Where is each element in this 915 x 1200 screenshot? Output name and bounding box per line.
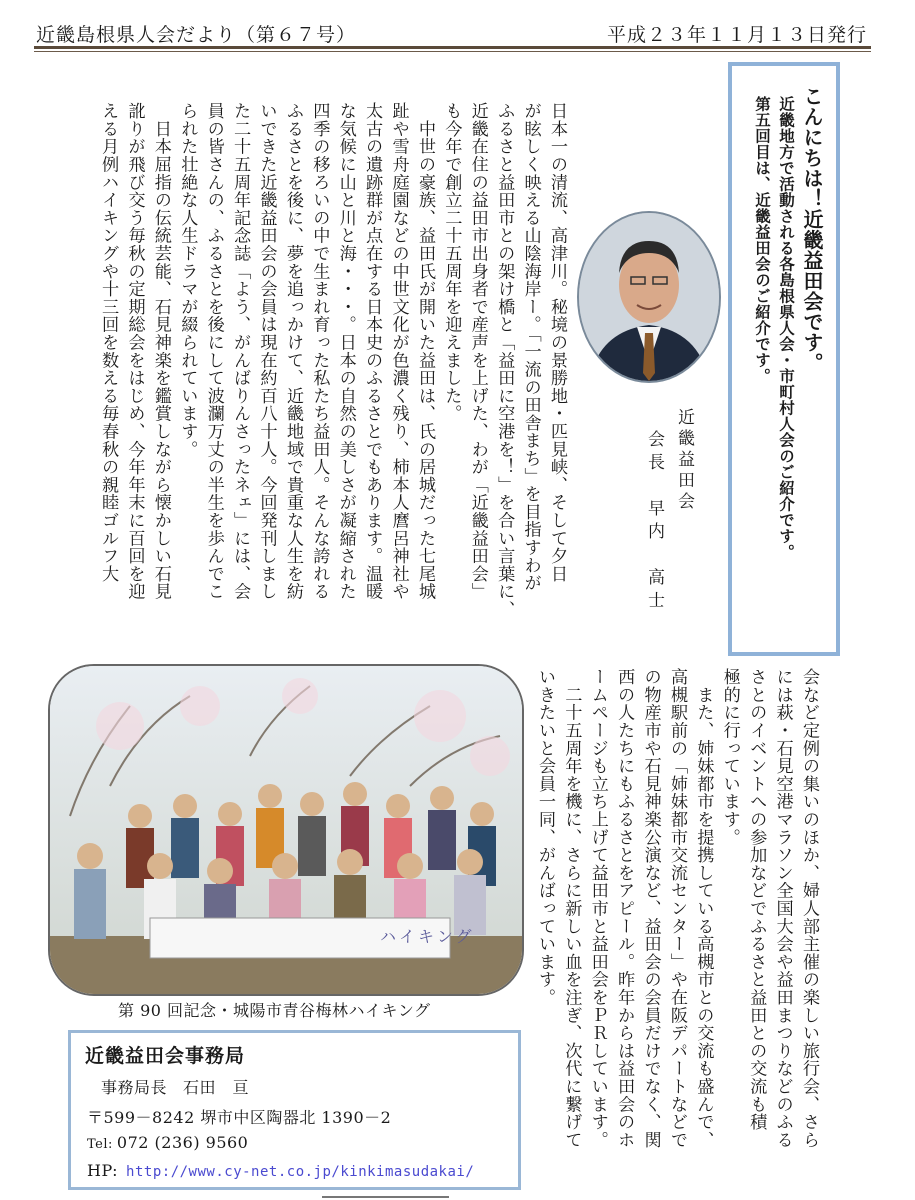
footer-rule (322, 1196, 449, 1198)
signature-org: 近畿益田会 (674, 408, 694, 513)
office-title: 近畿益田会事務局 (85, 1045, 246, 1067)
office-head-label: 事務局長 (101, 1078, 168, 1097)
newsletter-title: 近畿島根県人会だより（第６７号） (36, 24, 357, 46)
office-info-box (68, 1030, 521, 1190)
header-divider (34, 46, 871, 49)
homepage-link[interactable]: http://www.cy-net.co.jp/kinkimasudakai/ (126, 1164, 475, 1180)
office-tel (87, 1133, 248, 1152)
issue-date: 平成２３年１１月１３日発行 (606, 24, 867, 46)
office-head (87, 1075, 249, 1098)
president-portrait (577, 211, 721, 383)
article-bottom: 会など定例の集いのほか、婦人部主催の楽しい旅行会、さら には萩・石見空港マラソン全国大会や益田まつりなどのふる さとのイベントへの参加などでふるさと益田との交流も積 極的に行っています。 また、姉妹都市を提携している高槻市との交流も盛んで、 高槻駅前の「姉妹都市交流センター」や在阪デパートなどで の物産市や石見神楽公演など、益田会の会員だけでなく、関 西の人たちにもふるさとをアピール。昨年からは益田会のホ ームページも立ち上げて益田市と益田会をＰＲしています。 二十五周年を機に、さらに新しい血を注ぎ、次代に繋げて いきたいと会員一同、がんばっています。 (534, 668, 819, 1149)
office-address: 〒599－8242 堺市中区陶器北 1390－2 (87, 1108, 392, 1127)
signature-role: 会長 早内 高士 (644, 430, 664, 614)
tel-number: 072 (236) 9560 (116, 1133, 249, 1152)
office-head-name: 石田 亘 (183, 1078, 250, 1097)
intro-panel (728, 62, 840, 656)
article-top: 日本一の清流、高津川。秘境の景勝地・匹見峡、そして夕日 が眩しく映える山陰海岸ー。「一流の田舎まち」を目指すわが ふるさと益田市との架け橋と「益田に空港を！」を合い言葉に、 近畿在住の益田市出身者で産声を上げた、わが「近畿益田会」 も今年で創立二十五周年を迎えました。 中世の豪族、益田氏が開いた益田は、氏の居城だった七尾城 趾や雪舟庭園などの中世文化が色濃く残り、柿本人麿呂神社や 太古の遺跡群が点在する日本史のふるさとでもあります。温暖 な気候に山と川と海・・・。日本の自然の美しさが凝縮された 四季の移ろいの中で生まれ育った私たち益田人。そんな誇れる ふるさとを後に、夢を追っかけて、近畿地域で貴重な人生を紡 いできた近畿益田会の会員は現在約百八十人。今回発刊しまし た二十五周年記念誌「よう、がんばりんさったネェ」には、会 員の皆さんの、ふるさとを後にして波瀾万丈の半生を歩んでこ られた壮絶な人生ドラマが綴られています。 日本屈指の伝統芸能、石見神楽を鑑賞しながら懐かしい石見 訛りが飛び交う毎秋の定期総会をはじめ、今年年末に百回を迎 える月例ハイキングや十三回を数える毎春秋の親睦ゴルフ大 (98, 102, 567, 619)
page-header (36, 14, 867, 44)
photo-caption: 第 90 回記念・城陽市青谷梅林ハイキング (118, 1001, 431, 1020)
header-divider-thin (34, 51, 871, 52)
tel-label: Tel: (87, 1137, 113, 1152)
intro-title: こんにちは！近畿益田会です。 (800, 86, 824, 373)
hp-label: HP: (87, 1161, 119, 1180)
office-hp (87, 1161, 474, 1180)
group-photo (48, 664, 524, 996)
intro-lead: 近畿地方で活動される各島根県人会・市町村人会のご紹介です。 第五回目は、近畿益田会のご紹介です。 (753, 96, 795, 560)
photo-banner-text: ハイキング (380, 927, 475, 946)
